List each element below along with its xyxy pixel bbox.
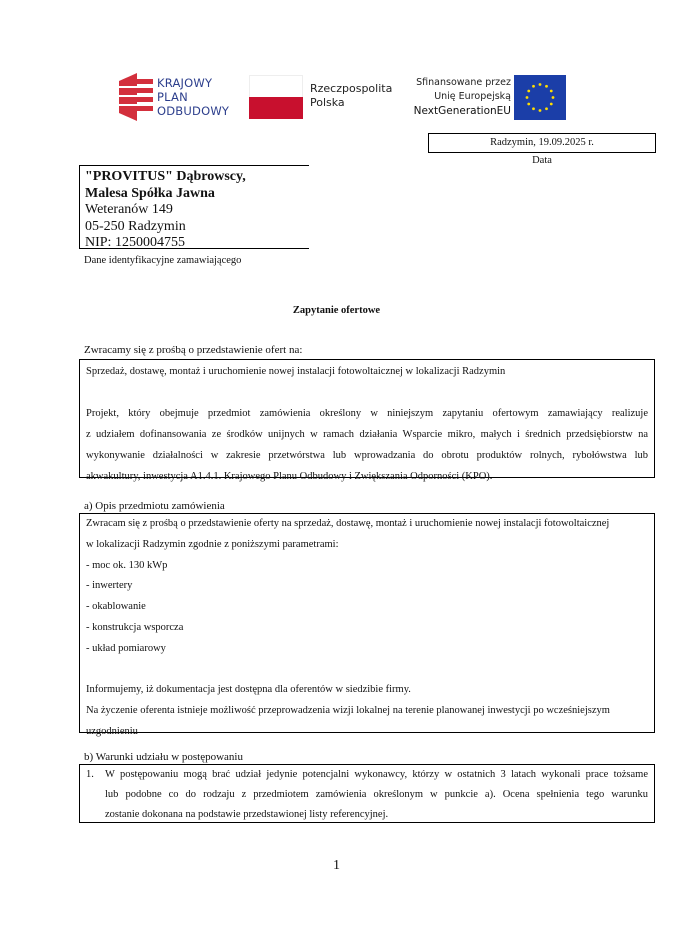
page-number: 1 (333, 858, 340, 873)
client-name-line2: Malesa Spółka Jawna (85, 185, 215, 201)
date-field: Radzymin, 19.09.2025 r. (428, 133, 656, 153)
project-line: z udziałem dofinansowania ze środków unijnych w ramach działania Wsparcie mikro, małych i średnich przedsiębiorstw na (86, 429, 648, 440)
kpo-line: ODBUDOWY (157, 104, 230, 118)
eu-logo-text (397, 76, 511, 118)
document-title: Zapytanie ofertowe (292, 305, 381, 316)
intro-text: Zwracamy się z prośbą o przedstawienie ofert na: (84, 344, 303, 356)
section-b-box (79, 764, 655, 823)
parameter-item: - moc ok. 130 kWp (86, 559, 168, 571)
eu-star-icon (527, 103, 530, 106)
eu-flag-icon (514, 75, 566, 120)
eu-line: NextGenerationEU (413, 105, 511, 117)
kpo-line: KRAJOWY (157, 76, 213, 90)
subject-text: Sprzedaż, dostawę, montaż i uruchomienie nowej instalacji fotowoltaicznej w lokalizacji Radzymin (86, 366, 506, 377)
date-label: Data (532, 155, 552, 166)
eu-star-icon (545, 85, 548, 88)
client-label: Dane identyfikacyjne zamawiającego (84, 255, 242, 266)
parameter-item: - okablowanie (86, 601, 146, 613)
project-line: Projekt, który obejmuje przedmiot zamówienia określony w niniejszym zapytaniu ofertowym zamawiający realizuje (86, 408, 648, 419)
section-b-heading: b) Warunki udziału w postępowaniu (84, 751, 243, 763)
section-a-intro: w lokalizacji Radzymin zgodnie z poniższymi parametrami: (86, 538, 339, 550)
parameter-item: - inwertery (86, 580, 133, 592)
rp-logo-text (310, 82, 392, 110)
eu-line: Sfinansowane przez (416, 77, 511, 88)
eu-star-icon (526, 96, 529, 99)
eu-star-icon (539, 109, 542, 112)
parameter-item: - konstrukcja wsporcza (86, 621, 184, 633)
eu-star-icon (532, 85, 535, 88)
kpo-logo (112, 70, 242, 122)
eu-star-icon (550, 103, 553, 106)
condition-line: lub podobne co do rodzaju z przedmiotem zamówienia określonym w punkcie a). Ocena spełnienia tego warunku (105, 789, 648, 800)
info-text: Na życzenie oferenta istnieje możliwość przeprowadzenia wizji lokalnej na terenie planowanej inwestycji po wcześniejszym (86, 705, 610, 717)
kpo-logo-text (157, 76, 229, 118)
eu-line: Unię Europejską (434, 91, 511, 102)
kpo-line: PLAN (157, 90, 188, 104)
eu-star-icon (532, 107, 535, 110)
condition-text (105, 765, 648, 825)
eu-star-icon (550, 90, 553, 93)
eu-star-icon (552, 96, 555, 99)
condition-line: W postępowaniu mogą brać udział jedynie potencjalni wykonawcy, którzy w ostatnich 3 latach wykonali prace tożsame (105, 769, 648, 780)
project-line: akwakultury, inwestycja A1.4.1. Krajowego Planu Odbudowy i Zwiększania Odporności (KPO). (86, 471, 493, 482)
client-city: 05-250 Radzymin (85, 218, 186, 234)
section-a-heading: a) Opis przedmiotu zamówienia (84, 500, 225, 512)
eu-star-icon (545, 107, 548, 110)
subject-box (79, 359, 655, 482)
parameter-item: - układ pomiarowy (86, 642, 166, 654)
eu-star-icon (539, 83, 542, 86)
project-line: wykonywanie działalności w zakresie przetwórstwa lub wprowadzania do obrotu produktów rolnych, rybołówstwa lub (86, 450, 648, 461)
rp-line: Rzeczpospolita (310, 82, 393, 95)
info-text: Informujemy, iż dokumentacja jest dostępna dla oferentów w siedzibie firmy. (86, 684, 411, 696)
kpo-mark-icon (115, 73, 157, 121)
client-street: Weteranów 149 (85, 202, 173, 217)
condition-line: zostanie dokonana na podstawie przedstawionej listy referencyjnej. (105, 809, 389, 820)
rp-line: Polska (310, 96, 345, 109)
condition-number: 1. (86, 769, 94, 780)
polish-flag-icon (249, 75, 303, 119)
client-info-box (79, 165, 309, 249)
logo-bar (112, 70, 562, 124)
client-nip: NIP: 1250004755 (85, 235, 185, 250)
section-a-box (79, 513, 655, 737)
section-a-intro: Zwracam się z prośbą o przedstawienie oferty na sprzedaż, dostawę, montaż i uruchomienie nowej instalacji fotowoltaicznej (86, 518, 610, 529)
client-name-line1: "PROVITUS" Dąbrowscy, (85, 169, 246, 184)
eu-star-icon (527, 90, 530, 93)
info-text: uzgodnieniu (86, 725, 138, 737)
